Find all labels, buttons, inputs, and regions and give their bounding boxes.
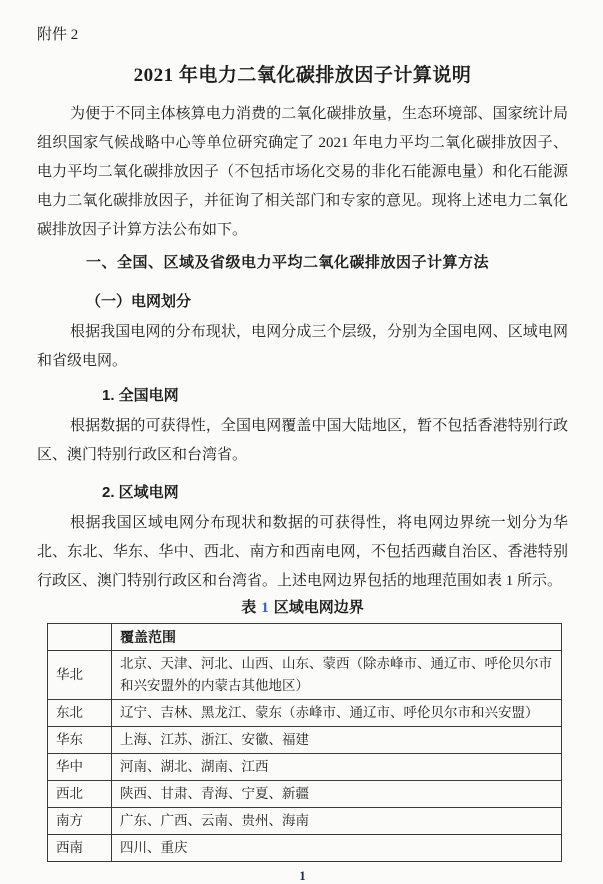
table-cell-coverage: 河南、湖北、湖南、江西 — [112, 754, 562, 781]
table-cell-region: 华东 — [48, 727, 112, 754]
table-cell-coverage: 广东、广西、云南、贵州、海南 — [112, 808, 562, 835]
table-cell-region: 西北 — [48, 781, 112, 808]
table-cell-region: 华中 — [48, 754, 112, 781]
grid-division-paragraph: 根据我国电网的分布现状，电网分成三个层级，分别为全国电网、区域电网和省级电网。 — [37, 324, 568, 369]
table-caption-number: 1 — [261, 600, 269, 616]
intro-paragraph: 为便于不同主体核算电力消费的二氧化碳排放量，生态环境部、国家统计局组织国家气候战略中心等单位研究确定了 2021 年电力平均二氧化碳排放因子、电力平均二氧化碳排放因子（不包括市场化交易的非化石能源电量）和化石能源电力二氧化碳排放因子，并征询了相关部门和专家的意见。现将上述电力二氧化碳排放因子计算方法公布如下。 — [37, 106, 568, 238]
item-regional-grid-heading: 2. 区域电网 — [102, 484, 179, 501]
page-number: 1 — [299, 869, 306, 883]
table-cell-region: 西南 — [48, 835, 112, 862]
table-cell-region: 华北 — [48, 651, 112, 700]
table-cell-coverage: 上海、江苏、浙江、安徽、福建 — [112, 727, 562, 754]
table-cell-coverage: 四川、重庆 — [112, 835, 562, 862]
table-row — [48, 781, 562, 808]
table-header-coverage: 覆盖范围 — [112, 624, 562, 651]
table-row — [48, 808, 562, 835]
item-national-grid-heading: 1. 全国电网 — [102, 387, 179, 404]
table-row — [48, 835, 562, 862]
table-row — [48, 754, 562, 781]
document-title: 2021 年电力二氧化碳排放因子计算说明 — [133, 65, 472, 86]
table-cell-coverage: 北京、天津、河北、山西、山东、蒙西（除赤峰市、通辽市、呼伦贝尔市和兴安盟外的内蒙古其他地区） — [112, 651, 562, 700]
table-row — [48, 727, 562, 754]
section-1-heading: 一、全国、区域及省级电力平均二氧化碳排放因子计算方法 — [86, 254, 490, 271]
table-caption-prefix: 表 — [241, 599, 257, 616]
subsection-grid-division-heading: （一）电网划分 — [86, 293, 192, 310]
table-row — [48, 700, 562, 727]
regional-grid-paragraph: 根据我国区域电网分布现状和数据的可获得性，将电网边界统一划分为华北、东北、华东、华中、西北、南方和西南电网，不包括西藏自治区、香港特别行政区、澳门特别行政区和台湾省。上述电网边界包括的地理范围如表 1 所示。 — [37, 515, 568, 589]
table-caption — [37, 597, 568, 619]
table-cell-region: 东北 — [48, 700, 112, 727]
table-cell-coverage: 辽宁、吉林、黑龙江、蒙东（赤峰市、通辽市、呼伦贝尔市和兴安盟） — [112, 700, 562, 727]
table-cell-coverage: 陕西、甘肃、青海、宁夏、新疆 — [112, 781, 562, 808]
table-header-region-blank — [48, 624, 112, 651]
table-row — [48, 651, 562, 700]
attachment-label: 附件 2 — [37, 27, 79, 43]
national-grid-paragraph: 根据数据的可获得性，全国电网覆盖中国大陆地区，暂不包括香港特别行政区、澳门特别行政区和台湾省。 — [37, 418, 568, 463]
table-header-row — [48, 624, 562, 651]
table-cell-region: 南方 — [48, 808, 112, 835]
table-caption-title: 区域电网边界 — [273, 599, 364, 616]
region-grid-boundary-table — [47, 623, 562, 862]
